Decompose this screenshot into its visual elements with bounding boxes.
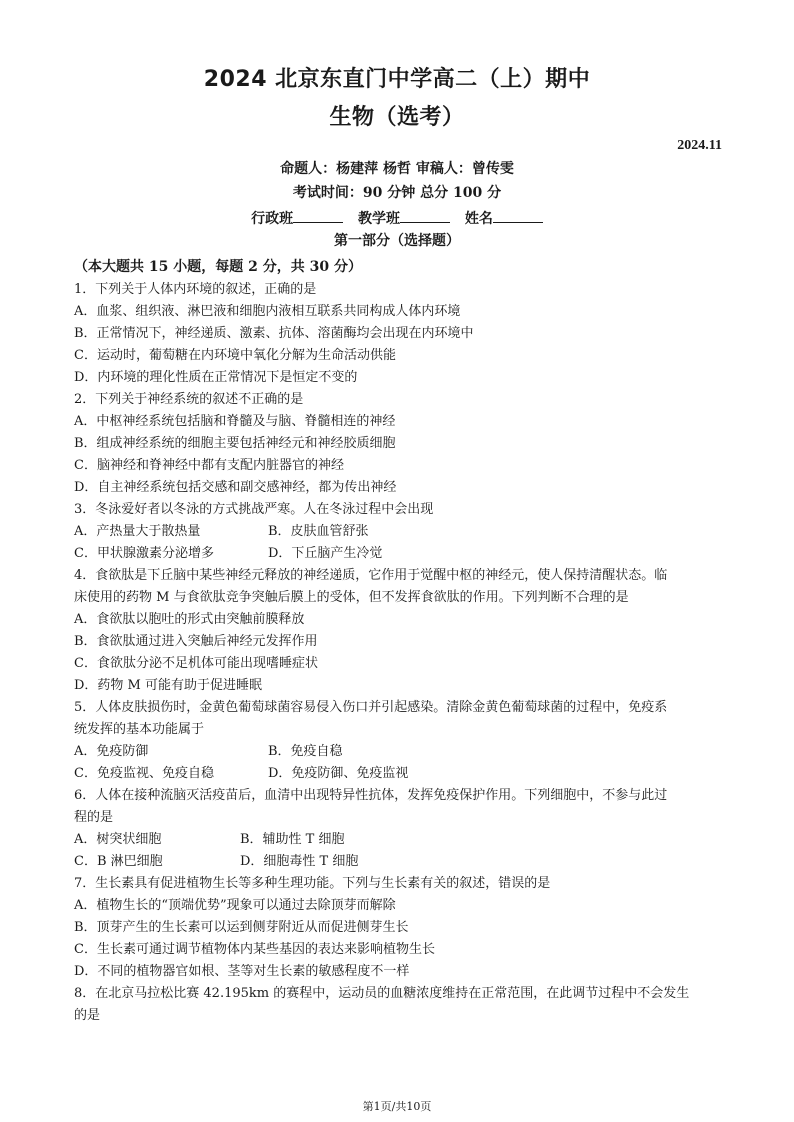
question-6-stem-line-1: 6．人体在接种流脑灭活疫苗后，血清中出现特异性抗体，发挥免疫保护作用。下列细胞中，不参与此过 [74,788,668,803]
question-5-option-a: A．免疫防御 [74,744,149,759]
question-2-option-c: C．脑神经和脊神经中都有支配内脏器官的神经 [74,458,344,473]
question-1-stem: 1．下列关于人体内环境的叙述，正确的是 [74,282,317,297]
question-8-stem-line-2: 的是 [74,1008,101,1023]
question-4-option-b: B．食欲肽通过进入突触后神经元发挥作用 [74,634,318,649]
question-3-option-b: B．皮肤血管舒张 [268,524,369,539]
question-2-option-d: D．自主神经系统包括交感和副交感神经，都为传出神经 [74,480,397,495]
name-blank[interactable] [493,208,543,223]
question-6-stem-line-2: 程的是 [74,810,114,825]
question-4-option-d: D．药物 M 可能有助于促进睡眠 [74,678,262,693]
question-4-option-c: C．食欲肽分泌不足机体可能出现嗜睡症状 [74,656,318,671]
question-5-stem-line-2: 统发挥的基本功能属于 [74,722,205,737]
question-1-option-a: A．血浆、组织液、淋巴液和细胞内液相互联系共同构成人体内环境 [74,304,461,319]
field-label-name: 姓名 [464,211,493,227]
question-8-stem-line-1: 8．在北京马拉松比赛 42.195km 的赛程中，运动员的血糖浓度维持在正常范围，在此调节过程中不会发生 [74,986,690,1001]
question-5-stem-line-1: 5．人体皮肤损伤时，金黄色葡萄球菌容易侵入伤口并引起感染。清除金黄色葡萄球菌的过程中，免疫系 [74,700,668,715]
question-3-option-a: A．产热量大于散热量 [74,524,201,539]
student-info-fields [0,208,794,228]
question-4-option-a: A．食欲肽以胞吐的形式由突触前膜释放 [74,612,305,627]
question-1-option-c: C．运动时，葡萄糖在内环境中氧化分解为生命活动供能 [74,348,396,363]
question-5-option-c: C．免疫监视、免疫自稳 [74,766,214,781]
question-3-stem: 3．冬泳爱好者以冬泳的方式挑战严寒。人在冬泳过程中会出现 [74,502,434,517]
authors-line: 命题人：杨建萍 杨哲 审稿人：曾传雯 [280,161,514,177]
field-label-admin-class: 行政班 [251,211,294,227]
exam-date: 2024.11 [677,138,722,153]
field-label-teaching-class: 教学班 [358,211,400,227]
question-6-option-a: A．树突状细胞 [74,832,162,847]
question-3-option-c: C．甲状腺激素分泌增多 [74,546,214,561]
question-7-stem: 7．生长素具有促进植物生长等多种生理功能。下列与生长素有关的叙述，错误的是 [74,876,551,891]
page-footer: 第1页/共10页 [362,1100,432,1113]
exam-subtitle: 生物（选考） [329,105,465,130]
question-2-option-a: A．中枢神经系统包括脑和脊髓及与脑、脊髓相连的神经 [74,414,396,429]
exam-info-line: 考试时间：90 分钟 总分 100 分 [292,185,502,201]
question-5-option-b: B．免疫自稳 [268,744,343,759]
exam-title: 2024 北京东直门中学高二（上）期中 [203,67,591,92]
question-7-option-c: C．生长素可通过调节植物体内某些基因的表达来影响植物生长 [74,942,435,957]
question-5-option-d: D．免疫防御、免疫监视 [268,766,409,781]
question-4-stem-line-2: 床使用的药物 M 与食欲肽竞争突触后膜上的受体，但不发挥食欲肽的作用。下列判断不合理的是 [74,590,629,605]
part-title: 第一部分（选择题） [334,233,460,249]
question-3-option-d: D．下丘脑产生冷觉 [268,546,383,561]
question-7-option-a: A．植物生长的“顶端优势”现象可以通过去除顶芽而解除 [74,898,396,913]
question-1-option-b: B．正常情况下，神经递质、激素、抗体、溶菌酶均会出现在内环境中 [74,326,474,341]
question-7-option-d: D．不同的植物器官如根、茎等对生长素的敏感程度不一样 [74,964,410,979]
question-6-option-b: B．辅助性 T 细胞 [240,832,345,847]
question-1-option-d: D．内环境的理化性质在正常情况下是恒定不变的 [74,370,358,385]
question-6-option-d: D．细胞毒性 T 细胞 [240,854,359,869]
question-4-stem-line-1: 4．食欲肽是下丘脑中某些神经元释放的神经递质，它作用于觉醒中枢的神经元，使人保持清醒状态。临 [74,568,668,583]
question-2-stem: 2．下列关于神经系统的叙述不正确的是 [74,392,304,407]
question-6-option-c: C．B 淋巴细胞 [74,854,163,869]
teaching-class-blank[interactable] [400,208,450,223]
admin-class-blank[interactable] [293,208,343,223]
section-note: （本大题共 15 小题，每题 2 分，共 30 分） [74,259,362,275]
question-7-option-b: B．顶芽产生的生长素可以运到侧芽附近从而促进侧芽生长 [74,920,409,935]
question-2-option-b: B．组成神经系统的细胞主要包括神经元和神经胶质细胞 [74,436,396,451]
